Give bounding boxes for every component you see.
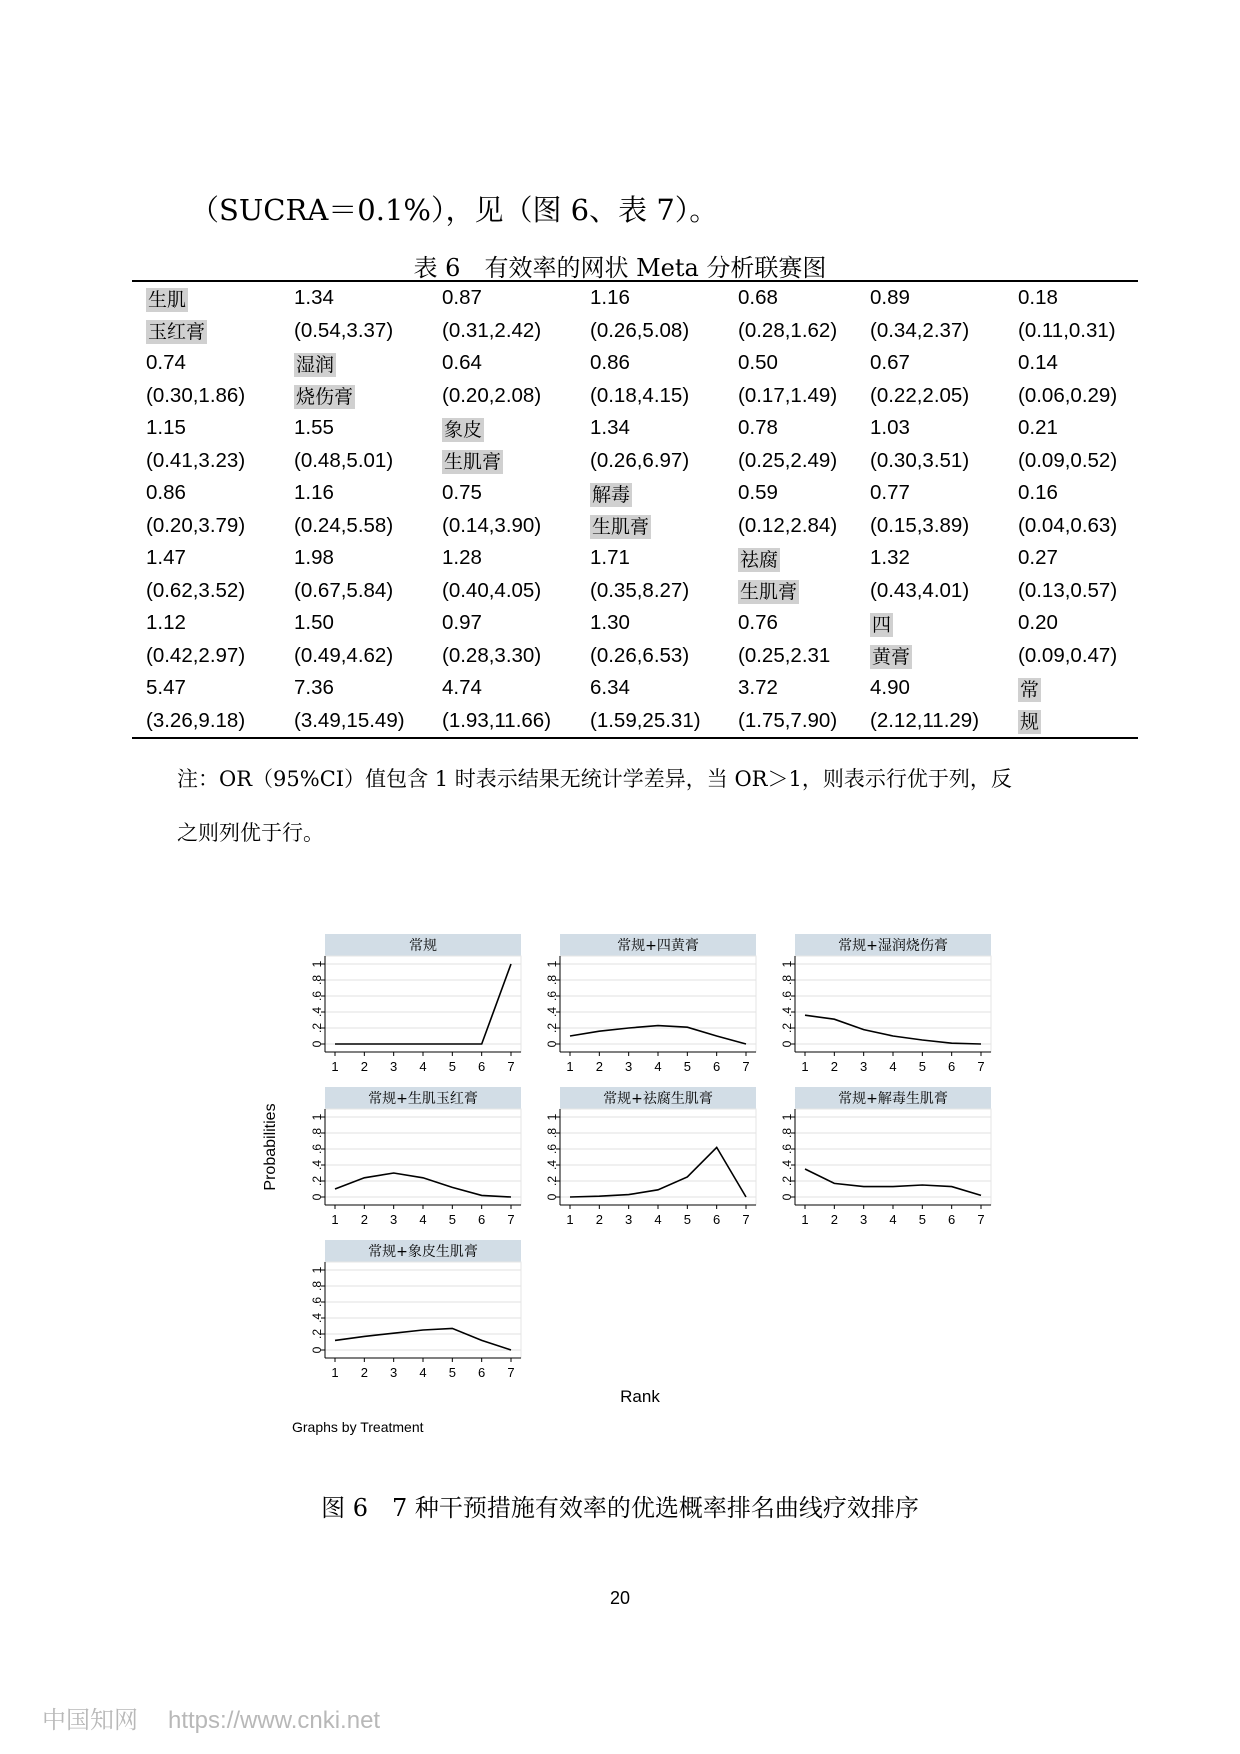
estimate-cell: (0.49,4.62) (294, 643, 394, 667)
estimate-cell: (0.17,1.49) (738, 383, 838, 407)
figure-caption: 图 6 7 种干预措施有效率的优选概率排名曲线疗效排序 (321, 1494, 919, 1522)
table-row (132, 640, 1138, 673)
estimate-cell: 0.74 (146, 351, 186, 375)
estimate-cell: 1.12 (146, 611, 186, 635)
plot-area (325, 956, 521, 1052)
x-tick-label: 2 (830, 1059, 838, 1074)
plot-area (325, 1109, 521, 1205)
estimate-cell: 4.74 (442, 676, 482, 700)
y-tick-label: .6 (310, 1143, 324, 1155)
treatment-label: 解毒 (592, 483, 631, 506)
estimate-cell: 0.86 (146, 481, 186, 505)
table-row (132, 347, 1138, 380)
treatment-label: 规 (1020, 711, 1040, 734)
treatment-label: 湿润 (296, 353, 335, 376)
x-tick-label: 1 (331, 1212, 339, 1227)
estimate-cell: (0.18,4.15) (590, 383, 690, 407)
estimate-cell: 7.36 (294, 676, 334, 700)
treatment-label-cell (132, 315, 280, 348)
x-tick-label: 6 (478, 1059, 486, 1074)
table-note-line-2: 之则列优于行。 (177, 821, 324, 845)
x-tick-label: 2 (595, 1212, 603, 1227)
estimate-cell: (1.59,25.31) (590, 708, 701, 732)
estimate-cell: 0.87 (442, 286, 482, 310)
estimate-cell: (0.24,5.58) (294, 513, 394, 537)
treatment-label-cell (132, 281, 280, 315)
y-axis-title: Probabilities (262, 1103, 279, 1191)
x-tick-label: 1 (801, 1212, 809, 1227)
estimate-cell: (0.54,3.37) (294, 318, 394, 342)
panel-title: 常规+湿润烧伤膏 (838, 938, 948, 954)
watermark-brand: 中国知网 (42, 1707, 138, 1734)
panel-title: 常规+解毒生肌膏 (838, 1091, 948, 1107)
estimate-cell: (0.25,2.31 (738, 643, 831, 667)
x-tick-label: 6 (713, 1212, 721, 1227)
estimate-cell: (0.20,3.79) (146, 513, 246, 537)
watermark-url: https://www.cnki.net (168, 1707, 381, 1734)
table-row (132, 412, 1138, 445)
x-tick-label: 4 (889, 1059, 897, 1074)
estimate-cell: (3.49,15.49) (294, 708, 405, 732)
estimate-cell: 0.18 (1018, 286, 1058, 310)
estimate-cell: 1.34 (590, 416, 630, 440)
y-tick-label: 0 (310, 1193, 324, 1201)
table-row (132, 281, 1138, 315)
intro-text: （SUCRA＝0.1%），见（图 6、表 7）。 (190, 193, 719, 227)
treatment-label: 生肌膏 (740, 581, 798, 604)
x-tick-label: 1 (566, 1212, 574, 1227)
estimate-cell: 6.34 (590, 676, 630, 700)
x-tick-label: 1 (566, 1059, 574, 1074)
x-tick-label: 6 (478, 1212, 486, 1227)
x-tick-label: 7 (507, 1212, 515, 1227)
table-caption: 表 6 有效率的网状 Meta 分析联赛图 (413, 254, 827, 282)
x-tick-label: 7 (742, 1059, 750, 1074)
table-row (132, 607, 1138, 640)
y-tick-label: 1 (545, 1113, 559, 1121)
table-row (132, 705, 1138, 739)
x-tick-label: 4 (419, 1212, 427, 1227)
treatment-label: 玉红膏 (148, 321, 206, 344)
estimate-cell: 0.50 (738, 351, 778, 375)
x-tick-label: 7 (507, 1365, 515, 1380)
estimate-cell: (0.14,3.90) (442, 513, 542, 537)
y-tick-label: .2 (545, 1022, 559, 1034)
estimate-cell: 1.50 (294, 611, 334, 635)
x-tick-label: 3 (860, 1212, 868, 1227)
estimate-cell: 1.32 (870, 546, 910, 570)
estimate-cell: (0.26,6.97) (590, 448, 690, 472)
x-tick-label: 6 (478, 1365, 486, 1380)
estimate-cell: (0.09,0.47) (1018, 643, 1118, 667)
estimate-cell: (0.06,0.29) (1018, 383, 1118, 407)
x-tick-label: 6 (948, 1059, 956, 1074)
estimate-cell: (0.15,3.89) (870, 513, 970, 537)
treatment-label: 祛腐 (740, 548, 779, 571)
table-row (132, 315, 1138, 348)
estimate-cell: (0.31,2.42) (442, 318, 542, 342)
y-tick-label: .4 (780, 1159, 794, 1171)
estimate-cell: (0.20,2.08) (442, 383, 542, 407)
x-tick-label: 1 (331, 1059, 339, 1074)
estimate-cell: 1.03 (870, 416, 910, 440)
y-tick-label: 0 (780, 1193, 794, 1201)
treatment-label-cell (280, 347, 428, 380)
treatment-label: 生肌 (148, 288, 187, 311)
y-tick-label: 0 (780, 1040, 794, 1048)
treatment-label: 四 (872, 613, 892, 636)
treatment-label: 生肌膏 (444, 451, 502, 474)
treatment-label-cell (428, 412, 576, 445)
estimate-cell: (0.30,1.86) (146, 383, 246, 407)
x-tick-label: 5 (448, 1365, 456, 1380)
plot-area (560, 956, 756, 1052)
y-tick-label: .2 (545, 1175, 559, 1187)
treatment-label-cell (724, 542, 856, 575)
y-tick-label: .6 (310, 990, 324, 1002)
y-tick-label: .2 (310, 1328, 324, 1340)
estimate-cell: (0.48,5.01) (294, 448, 394, 472)
y-tick-label: .8 (310, 1127, 324, 1139)
x-tick-label: 7 (507, 1059, 515, 1074)
table-row (132, 575, 1138, 608)
estimate-cell: (0.28,3.30) (442, 643, 542, 667)
estimate-cell: (0.42,2.97) (146, 643, 246, 667)
rankogram-figure (247, 912, 1027, 1452)
table-row (132, 672, 1138, 705)
estimate-cell: (0.43,4.01) (870, 578, 970, 602)
x-tick-label: 4 (419, 1059, 427, 1074)
treatment-label-cell (856, 607, 1004, 640)
x-tick-label: 4 (419, 1365, 427, 1380)
x-tick-label: 2 (360, 1212, 368, 1227)
estimate-cell: 0.27 (1018, 546, 1058, 570)
y-tick-label: 1 (780, 960, 794, 968)
x-tick-label: 3 (390, 1365, 398, 1380)
plot-area (795, 956, 991, 1052)
y-tick-label: 0 (310, 1040, 324, 1048)
x-tick-label: 4 (889, 1212, 897, 1227)
estimate-cell: 4.90 (870, 676, 910, 700)
y-tick-label: 0 (545, 1040, 559, 1048)
x-tick-label: 2 (595, 1059, 603, 1074)
figure-footer: Graphs by Treatment (292, 1419, 424, 1435)
estimate-cell: 1.15 (146, 416, 186, 440)
estimate-cell: 1.98 (294, 546, 334, 570)
x-axis-title: Rank (620, 1387, 660, 1406)
y-tick-label: 1 (780, 1113, 794, 1121)
estimate-cell: (0.26,6.53) (590, 643, 690, 667)
y-tick-label: 0 (310, 1346, 324, 1354)
treatment-label-cell (576, 477, 724, 510)
y-tick-label: .6 (780, 1143, 794, 1155)
y-tick-label: 1 (310, 960, 324, 968)
estimate-cell: 0.97 (442, 611, 482, 635)
x-tick-label: 3 (625, 1212, 633, 1227)
estimate-cell: 1.55 (294, 416, 334, 440)
estimate-cell: 0.64 (442, 351, 482, 375)
x-tick-label: 2 (360, 1365, 368, 1380)
treatment-label-cell (428, 445, 576, 478)
panel-title: 常规+祛腐生肌膏 (603, 1091, 713, 1107)
y-tick-label: .4 (310, 1159, 324, 1171)
estimate-cell: (0.26,5.08) (590, 318, 690, 342)
estimate-cell: (3.26,9.18) (146, 708, 246, 732)
treatment-label: 象皮 (444, 418, 483, 441)
league-table (132, 280, 1138, 739)
table-row (132, 477, 1138, 510)
x-tick-label: 5 (683, 1212, 691, 1227)
y-tick-label: .8 (310, 1280, 324, 1292)
y-tick-label: 1 (310, 1113, 324, 1121)
x-tick-label: 1 (801, 1059, 809, 1074)
estimate-cell: 0.59 (738, 481, 778, 505)
estimate-cell: (0.04,0.63) (1018, 513, 1118, 537)
estimate-cell: 0.14 (1018, 351, 1058, 375)
estimate-cell: (2.12,11.29) (870, 708, 980, 732)
estimate-cell: 0.20 (1018, 611, 1058, 635)
table-row (132, 445, 1138, 478)
table-row (132, 380, 1138, 413)
table-row (132, 542, 1138, 575)
y-tick-label: .4 (545, 1159, 559, 1171)
x-tick-label: 7 (977, 1059, 985, 1074)
estimate-cell: 0.75 (442, 481, 482, 505)
estimate-cell: 0.68 (738, 286, 778, 310)
x-tick-label: 6 (948, 1212, 956, 1227)
estimate-cell: (0.09,0.52) (1018, 448, 1118, 472)
x-tick-label: 5 (683, 1059, 691, 1074)
estimate-cell: 0.86 (590, 351, 630, 375)
x-tick-label: 1 (331, 1365, 339, 1380)
treatment-label-cell (1004, 672, 1138, 705)
treatment-label: 生肌膏 (592, 516, 650, 539)
y-tick-label: .6 (310, 1296, 324, 1308)
panel-title: 常规+四黄膏 (617, 938, 699, 954)
y-tick-label: 1 (545, 960, 559, 968)
estimate-cell: 1.16 (590, 286, 630, 310)
x-tick-label: 3 (625, 1059, 633, 1074)
estimate-cell: 0.78 (738, 416, 778, 440)
y-tick-label: .4 (310, 1006, 324, 1018)
y-tick-label: .4 (545, 1006, 559, 1018)
estimate-cell: 5.47 (146, 676, 186, 700)
x-tick-label: 5 (448, 1212, 456, 1227)
estimate-cell: (1.93,11.66) (442, 708, 552, 732)
estimate-cell: (0.11,0.31) (1018, 318, 1116, 342)
treatment-label-cell (280, 380, 428, 413)
estimate-cell: (0.28,1.62) (738, 318, 838, 342)
y-tick-label: .8 (780, 1127, 794, 1139)
x-tick-label: 3 (860, 1059, 868, 1074)
estimate-cell: 3.72 (738, 676, 778, 700)
panel-title: 常规+象皮生肌膏 (368, 1244, 478, 1260)
watermark (42, 1700, 380, 1735)
treatment-label-cell (856, 640, 1004, 673)
y-tick-label: .6 (545, 990, 559, 1002)
estimate-cell: (0.41,3.23) (146, 448, 246, 472)
estimate-cell: 0.77 (870, 481, 910, 505)
estimate-cell: (0.35,8.27) (590, 578, 690, 602)
estimate-cell: (1.75,7.90) (738, 708, 838, 732)
x-tick-label: 2 (360, 1059, 368, 1074)
x-tick-label: 5 (918, 1059, 926, 1074)
estimate-cell: 1.28 (442, 546, 482, 570)
estimate-cell: (0.34,2.37) (870, 318, 970, 342)
treatment-label: 黄膏 (872, 646, 911, 669)
estimate-cell: (0.13,0.57) (1018, 578, 1118, 602)
treatment-label-cell (724, 575, 856, 608)
y-tick-label: .8 (545, 1127, 559, 1139)
y-tick-label: .2 (780, 1022, 794, 1034)
estimate-cell: (0.12,2.84) (738, 513, 838, 537)
estimate-cell: (0.22,2.05) (870, 383, 970, 407)
page-number: 20 (609, 1588, 631, 1608)
estimate-cell: 1.47 (146, 546, 186, 570)
estimate-cell: 1.71 (590, 546, 630, 570)
plot-area (795, 1109, 991, 1205)
estimate-cell: (0.67,5.84) (294, 578, 394, 602)
treatment-label: 常 (1020, 678, 1040, 701)
estimate-cell: (0.30,3.51) (870, 448, 970, 472)
estimate-cell: 0.76 (738, 611, 778, 635)
estimate-cell: (0.25,2.49) (738, 448, 838, 472)
x-tick-label: 3 (390, 1059, 398, 1074)
table-note-line-1: 注：OR（95%CI）值包含 1 时表示结果无统计学差异，当 OR＞1，则表示行优于列，反 (177, 767, 1012, 791)
x-tick-label: 5 (918, 1212, 926, 1227)
y-tick-label: .6 (780, 990, 794, 1002)
x-tick-label: 7 (742, 1212, 750, 1227)
y-tick-label: .6 (545, 1143, 559, 1155)
estimate-cell: 0.67 (870, 351, 910, 375)
y-tick-label: .2 (310, 1175, 324, 1187)
y-tick-label: .8 (780, 974, 794, 986)
estimate-cell: 0.89 (870, 286, 910, 310)
treatment-label-cell (576, 510, 724, 543)
treatment-label-cell (1004, 705, 1138, 739)
x-tick-label: 6 (713, 1059, 721, 1074)
table-row (132, 510, 1138, 543)
y-tick-label: .4 (780, 1006, 794, 1018)
estimate-cell: 1.34 (294, 286, 334, 310)
panel-title: 常规+生肌玉红膏 (368, 1091, 478, 1107)
estimate-cell: 1.16 (294, 481, 334, 505)
y-tick-label: 1 (310, 1266, 324, 1274)
y-tick-label: .8 (545, 974, 559, 986)
x-tick-label: 5 (448, 1059, 456, 1074)
x-tick-label: 2 (830, 1212, 838, 1227)
estimate-cell: (0.62,3.52) (146, 578, 246, 602)
y-tick-label: .4 (310, 1312, 324, 1324)
estimate-cell: (0.40,4.05) (442, 578, 542, 602)
x-tick-label: 4 (654, 1059, 662, 1074)
x-tick-label: 3 (390, 1212, 398, 1227)
panel-title: 常规 (409, 938, 437, 954)
x-tick-label: 4 (654, 1212, 662, 1227)
y-tick-label: 0 (545, 1193, 559, 1201)
y-tick-label: .2 (780, 1175, 794, 1187)
estimate-cell: 1.30 (590, 611, 630, 635)
estimate-cell: 0.21 (1018, 416, 1058, 440)
y-tick-label: .2 (310, 1022, 324, 1034)
treatment-label: 烧伤膏 (296, 386, 354, 409)
x-tick-label: 7 (977, 1212, 985, 1227)
y-tick-label: .8 (310, 974, 324, 986)
estimate-cell: 0.16 (1018, 481, 1058, 505)
